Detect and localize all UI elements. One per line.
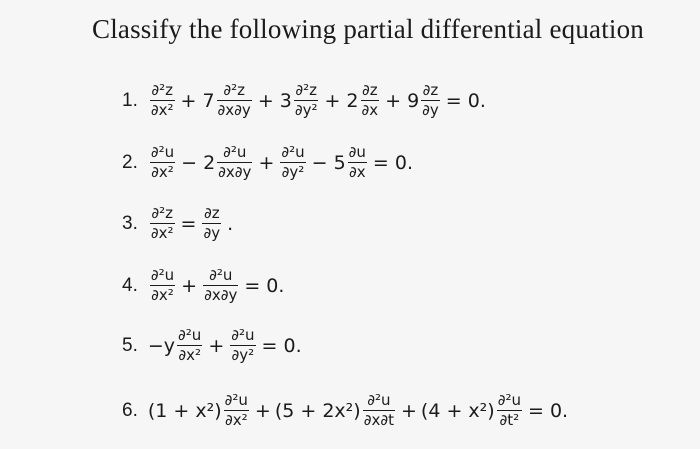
coefficient: 7: [202, 89, 215, 112]
fraction-denominator: ∂y: [203, 224, 221, 243]
equation-number: 3.: [122, 212, 138, 234]
fraction-numerator: ∂²u: [497, 391, 521, 409]
coefficient-expression: (4 + x²): [420, 399, 495, 422]
operator: +: [385, 89, 402, 112]
partial-derivative-fraction: [224, 392, 249, 429]
fraction-numerator: ∂²z: [223, 81, 245, 99]
equation-5: [122, 327, 306, 364]
partial-derivative-fraction: [150, 144, 175, 181]
fraction-numerator: ∂²u: [150, 143, 175, 161]
fraction-denominator: ∂x²: [150, 224, 174, 243]
right-hand-side: = 0.: [527, 399, 569, 422]
coefficient: 3: [279, 89, 292, 112]
partial-derivative-fraction: [217, 82, 252, 119]
equation-6: [122, 392, 572, 429]
coefficient: 9: [407, 89, 420, 112]
partial-derivative-fraction: [150, 82, 175, 119]
partial-derivative-fraction: [497, 392, 522, 429]
fraction-numerator: ∂u: [348, 143, 366, 161]
fraction-denominator: ∂y: [422, 101, 439, 120]
equation-number: 1.: [122, 89, 138, 111]
operator: +: [254, 399, 271, 422]
partial-derivative-fraction: [280, 144, 305, 181]
fraction-numerator: ∂²z: [151, 81, 174, 99]
fraction-denominator: ∂x²: [151, 163, 174, 182]
partial-derivative-fraction: [294, 82, 319, 119]
equation-4: [122, 267, 288, 304]
operator: +: [181, 274, 198, 297]
fraction-numerator: ∂z: [422, 81, 439, 99]
partial-derivative-fraction: [203, 267, 238, 304]
partial-derivative-fraction: [361, 82, 380, 119]
fraction-denominator: ∂x: [348, 163, 366, 182]
coefficient: 2: [203, 151, 216, 174]
fraction-denominator: ∂x∂y: [218, 163, 252, 182]
operator: −: [311, 151, 328, 174]
operator: +: [180, 89, 197, 112]
fraction-numerator: ∂²u: [231, 326, 255, 344]
fraction-numerator: ∂²u: [367, 391, 391, 409]
right-hand-side: .: [227, 212, 234, 235]
fraction-denominator: ∂x∂y: [217, 101, 251, 120]
fraction-denominator: ∂x²: [150, 101, 174, 120]
coefficient-expression: (1 + x²): [147, 399, 222, 422]
fraction-numerator: ∂²u: [150, 266, 175, 284]
fraction-denominator: ∂t²: [499, 411, 520, 430]
fraction-denominator: ∂x²: [151, 286, 174, 305]
right-hand-side: = 0.: [244, 274, 285, 297]
fraction-denominator: ∂x∂t: [363, 411, 394, 430]
partial-derivative-fraction: [202, 205, 221, 242]
fraction-numerator: ∂²u: [178, 326, 202, 344]
fraction-numerator: ∂²z: [295, 81, 317, 99]
operator: +: [257, 89, 274, 112]
right-hand-side: = 0.: [445, 89, 486, 112]
partial-derivative-fraction: [217, 144, 252, 181]
operator: +: [208, 334, 225, 357]
partial-derivative-fraction: [230, 327, 255, 364]
operator: +: [324, 89, 341, 112]
fraction-numerator: ∂z: [203, 204, 220, 222]
operator: =: [180, 212, 197, 235]
partial-derivative-fraction: [150, 205, 175, 242]
coefficient-expression: −y: [147, 334, 176, 357]
partial-derivative-fraction: [421, 82, 440, 119]
fraction-numerator: ∂z: [362, 81, 378, 99]
fraction-denominator: ∂y²: [294, 101, 318, 120]
partial-derivative-fraction: [150, 267, 175, 304]
coefficient-expression: (5 + 2x²): [274, 399, 361, 422]
equation-number: 6.: [122, 399, 138, 421]
fraction-denominator: ∂x²: [224, 411, 248, 430]
fraction-numerator: ∂²z: [151, 204, 174, 222]
equation-1: [122, 82, 490, 119]
operator: +: [258, 151, 275, 174]
coefficient: 5: [333, 151, 346, 174]
fraction-denominator: ∂x: [361, 101, 379, 120]
operator: +: [401, 399, 417, 422]
coefficient: 2: [346, 89, 359, 112]
partial-derivative-fraction: [177, 327, 202, 364]
fraction-numerator: ∂²u: [281, 143, 305, 161]
fraction-denominator: ∂y²: [231, 346, 255, 365]
fraction-numerator: ∂²u: [223, 143, 247, 161]
right-hand-side: = 0.: [261, 334, 302, 357]
equation-number: 2.: [122, 151, 138, 173]
fraction-numerator: ∂²u: [224, 391, 248, 409]
fraction-numerator: ∂²u: [209, 266, 233, 284]
page-title: Classify the following partial differential equation: [92, 14, 645, 44]
partial-derivative-fraction: [348, 144, 367, 181]
equation-3: [122, 205, 237, 242]
fraction-denominator: ∂x²: [178, 346, 201, 365]
fraction-denominator: ∂y²: [281, 163, 305, 182]
equation-number: 5.: [122, 334, 138, 356]
fraction-denominator: ∂x∂y: [204, 286, 238, 305]
equation-2: [122, 144, 417, 181]
equation-number: 4.: [122, 274, 138, 296]
operator: −: [181, 151, 198, 174]
partial-derivative-fraction: [363, 392, 395, 429]
right-hand-side: = 0.: [372, 151, 414, 174]
